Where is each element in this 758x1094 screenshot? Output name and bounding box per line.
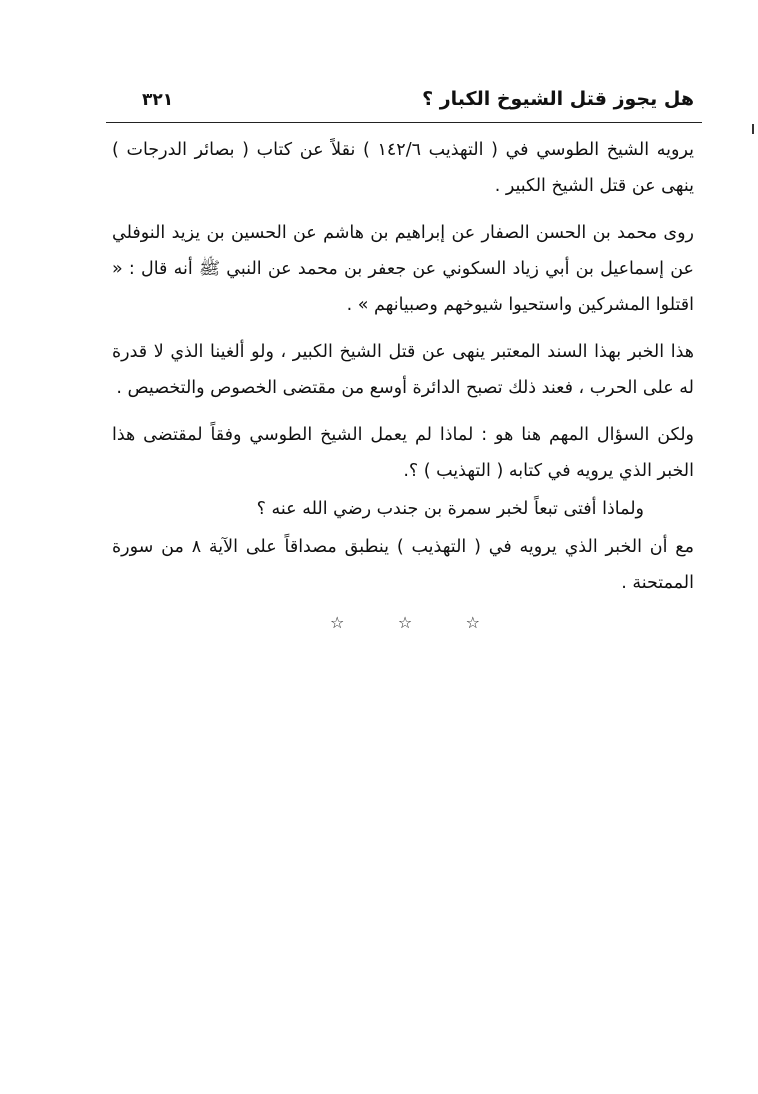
header-divider [106, 122, 702, 123]
paragraph-1: يرويه الشيخ الطوسي في ( التهذيب ١٤٢/٦ ) نقلاً عن كتاب ( بصائر الدرجات ) ينهى عن قتل الشيخ الكبير . [112, 140, 694, 196]
page-header [106, 80, 702, 120]
paragraph-3: هذا الخبر بهذا السند المعتبر ينهى عن قتل الشيخ الكبير ، ولو ألغينا الذي لا قدرة له على الحرب ، فعند ذلك تصبح الدائرة أوسع من مقتضى الخصوص والتخصيص . [112, 342, 694, 398]
page-number: ٣٢١ [142, 90, 174, 110]
star-icon: ☆ [330, 613, 345, 632]
paragraph-6: مع أن الخبر الذي يرويه في ( التهذيب ) ينطبق مصداقاً على الآية ٨ من سورة الممتحنة . [112, 537, 694, 593]
scan-edge-mark [752, 124, 754, 134]
star-icon: ☆ [397, 613, 413, 632]
running-title: هل يجوز قتل الشيوخ الكبار ؟ [422, 88, 694, 110]
paragraph-2: روى محمد بن الحسن الصفار عن إبراهيم بن هاشم عن الحسين بن يزيد النوفلي عن إسماعيل بن أبي زياد السكوني عن جعفر بن محمد عن النبي ﷺ أنه قال : « اقتلوا المشركين واستحيوا شيوخهم وصبيانهم » . [112, 223, 694, 315]
star-icon: ☆ [465, 613, 480, 632]
paragraph-5: ولماذا أفتى تبعاً لخبر سمرة بن جندب رضي الله عنه ؟ [256, 499, 644, 519]
page-body [112, 132, 694, 612]
section-separator [330, 608, 480, 638]
paragraph-4: ولكن السؤال المهم هنا هو : لماذا لم يعمل الشيخ الطوسي وفقاً لمقتضى هذا الخبر الذي يرويه في كتابه ( التهذيب ) ؟. [112, 425, 694, 481]
